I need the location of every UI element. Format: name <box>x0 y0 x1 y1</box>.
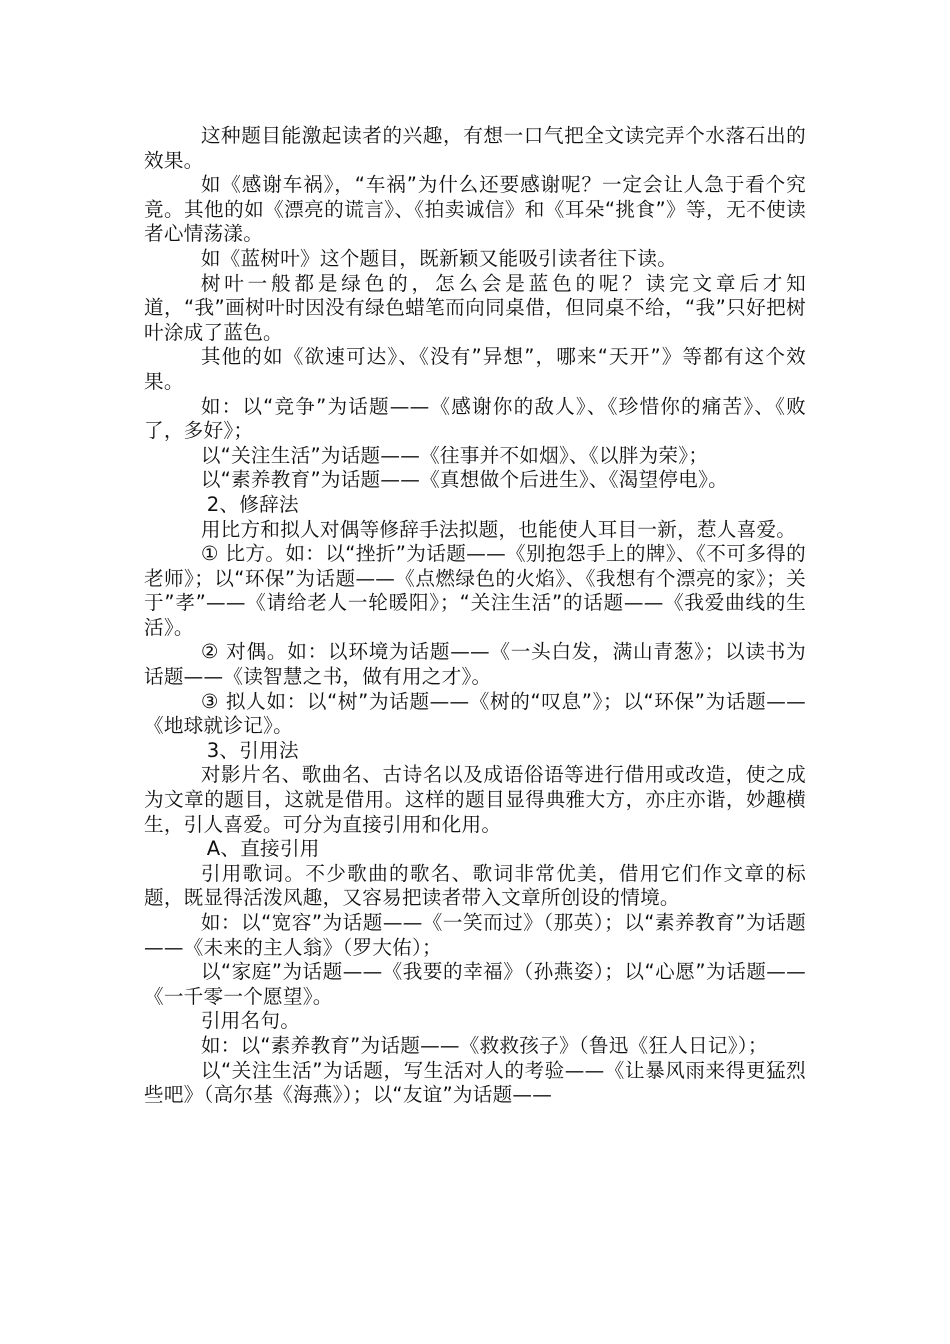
section-heading: 2、修辞法 <box>206 492 299 516</box>
paragraph: 这种题目能激起读者的兴趣，有想一口气把全文读完弄个水落石出的效果。 <box>144 124 806 172</box>
document-body <box>144 124 806 1108</box>
paragraph: ② 对偶。如：以环境为话题——《一头白发，满山青葱》；以读书为话题——《读智慧之书，做有用之才》。 <box>144 640 806 689</box>
paragraph: 其他的如《欲速可达》、《没有”异想”，哪来“天开”》等都有这个效果。 <box>144 345 806 393</box>
paragraph: 引用名句。 <box>200 1009 301 1033</box>
paragraph: 如《感谢车祸》，“车祸”为什么还要感谢呢？一定会让人急于看个究竟。其他的如《漂亮的谎言》、《拍卖诚信》和《耳朵“挑食”》等，无不使读者心情荡漾。 <box>144 173 806 246</box>
paragraph: 如：以“宽容”为话题——《一笑而过》（那英）；以“素养教育”为话题——《未来的主人翁》（罗大佑）； <box>144 911 806 959</box>
paragraph: 以“素养教育”为话题——《真想做个后进生》、《渴望停电》。 <box>200 468 729 492</box>
paragraph: 以“关注生活”为话题，写生活对人的考验——《让暴风雨来得更猛烈些吧》（高尔基《海燕》）；以“友谊”为话题—— <box>144 1058 806 1107</box>
paragraph: 如：以“竞争”为话题——《感谢你的敌人》、《珍惜你的痛苦》、《败了，多好》； <box>144 394 806 443</box>
paragraph: 引用歌词。不少歌曲的歌名、歌词非常优美，借用它们作文章的标题，既显得活泼风趣，又容易把读者带入文章所创设的情境。 <box>144 861 806 910</box>
paragraph: 如《蓝树叶》这个题目，既新颖又能吸引读者往下读。 <box>200 246 678 270</box>
paragraph: ③ 拟人如：以“树”为话题——《树的“叹息”》；以“环保”为话题——《地球就诊记》。 <box>144 689 806 738</box>
section-heading: 3、引用法 <box>206 738 299 762</box>
paragraph: 树叶一般都是绿色的，怎么会是蓝色的呢？读完文章后才知道，“我”画树叶时因没有绿色蜡笔而向同桌借，但同桌不给，“我”只好把树叶涂成了蓝色。 <box>144 271 806 344</box>
paragraph: 对影片名、歌曲名、古诗名以及成语俗语等进行借用或改造，使之成为文章的题目，这就是借用。这样的题目显得典雅大方，亦庄亦谐，妙趣横生，引人喜爱。可分为直接引用和化用。 <box>144 763 806 836</box>
paragraph: 以“家庭”为话题——《我要的幸福》（孙燕姿）；以“心愿”为话题——《一千零一个愿望》。 <box>144 960 806 1008</box>
paragraph: ① 比方。如：以“挫折”为话题——《别抱怨手上的牌》、《不可多得的老师》；以“环保”为话题——《点燃绿色的火焰》、《我想有个漂亮的家》；关于”孝”——《请给老人一轮暖阳》；“关注生活”的话题——《我爱曲线的生活》。 <box>144 542 806 639</box>
paragraph: 如：以“素养教育”为话题——《救救孩子》（鲁迅《狂人日记》）； <box>200 1033 768 1057</box>
paragraph: 用比方和拟人对偶等修辞手法拟题，也能使人耳目一新，惹人喜爱。 <box>200 517 797 541</box>
subsection-heading: A、直接引用 <box>206 837 320 861</box>
paragraph: 以“关注生活”为话题——《往事并不如烟》、《以胖为荣》； <box>200 443 709 467</box>
